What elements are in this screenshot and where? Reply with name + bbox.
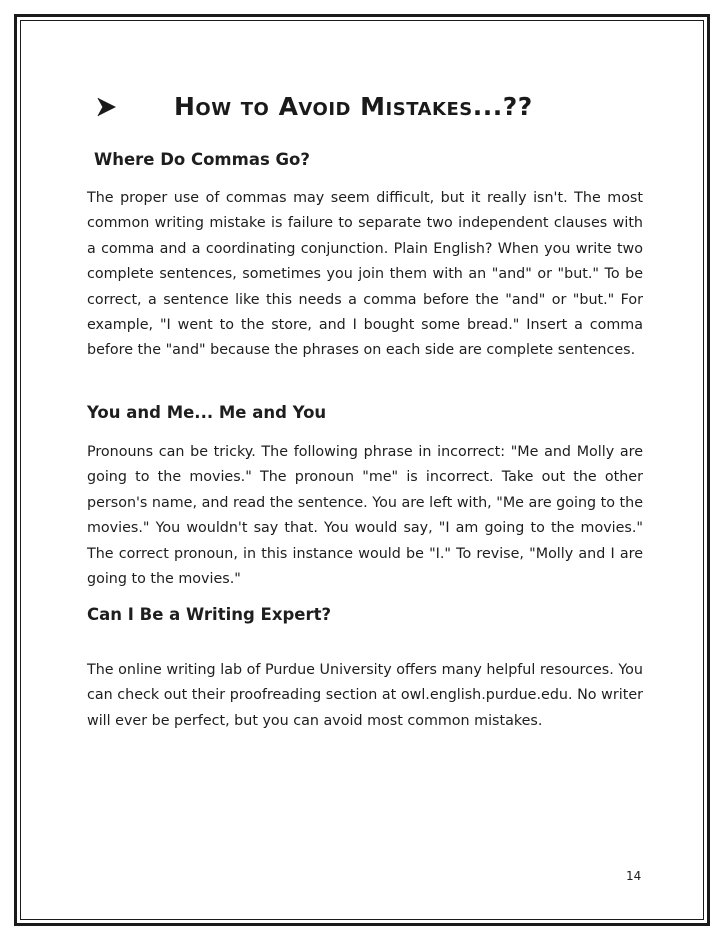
main-heading-row <box>96 90 533 124</box>
section-title-pronouns: You and Me... Me and You <box>87 403 327 422</box>
main-heading: How to Avoid Mistakes...?? <box>174 92 533 121</box>
page-number: 14 <box>626 869 642 883</box>
section-body-pronouns: Pronouns can be tricky. The following phrase in incorrect: "Me and Molly are going to the movies." The pronoun "me" is incorrect. Take out the other person's name, and read the sentence. You are left with, "Me are going to the movies." You wouldn't say that. You would say, "I am going to the movies." The correct pronoun, in this instance would be "I." To revise, "Molly and I are going to the movies." <box>87 444 643 588</box>
section-title-writing-expert: Can I Be a Writing Expert? <box>87 605 332 624</box>
section-body-writing-expert: The online writing lab of Purdue University offers many helpful resources. You can check out their proofreading section at owl.english.purdue.edu. No writer will ever be perfect, but you can avoid most common mistakes. <box>87 662 643 729</box>
section-title-commas: Where Do Commas Go? <box>94 150 310 169</box>
section-body-commas: The proper use of commas may seem difficult, but it really isn't. The most common writing mistake is failure to separate two independent clauses with a comma and a coordinating conjunction. Plain English? When you write two complete sentences, sometimes you join them with an "and" or "but." To be correct, a sentence like this needs a comma before the "and" or "but." For example, "I went to the store, and I bought some bread." Insert a comma before the "and" because the phrases on each side are complete sentences. <box>87 190 643 359</box>
arrow-bullet-icon <box>96 96 118 118</box>
